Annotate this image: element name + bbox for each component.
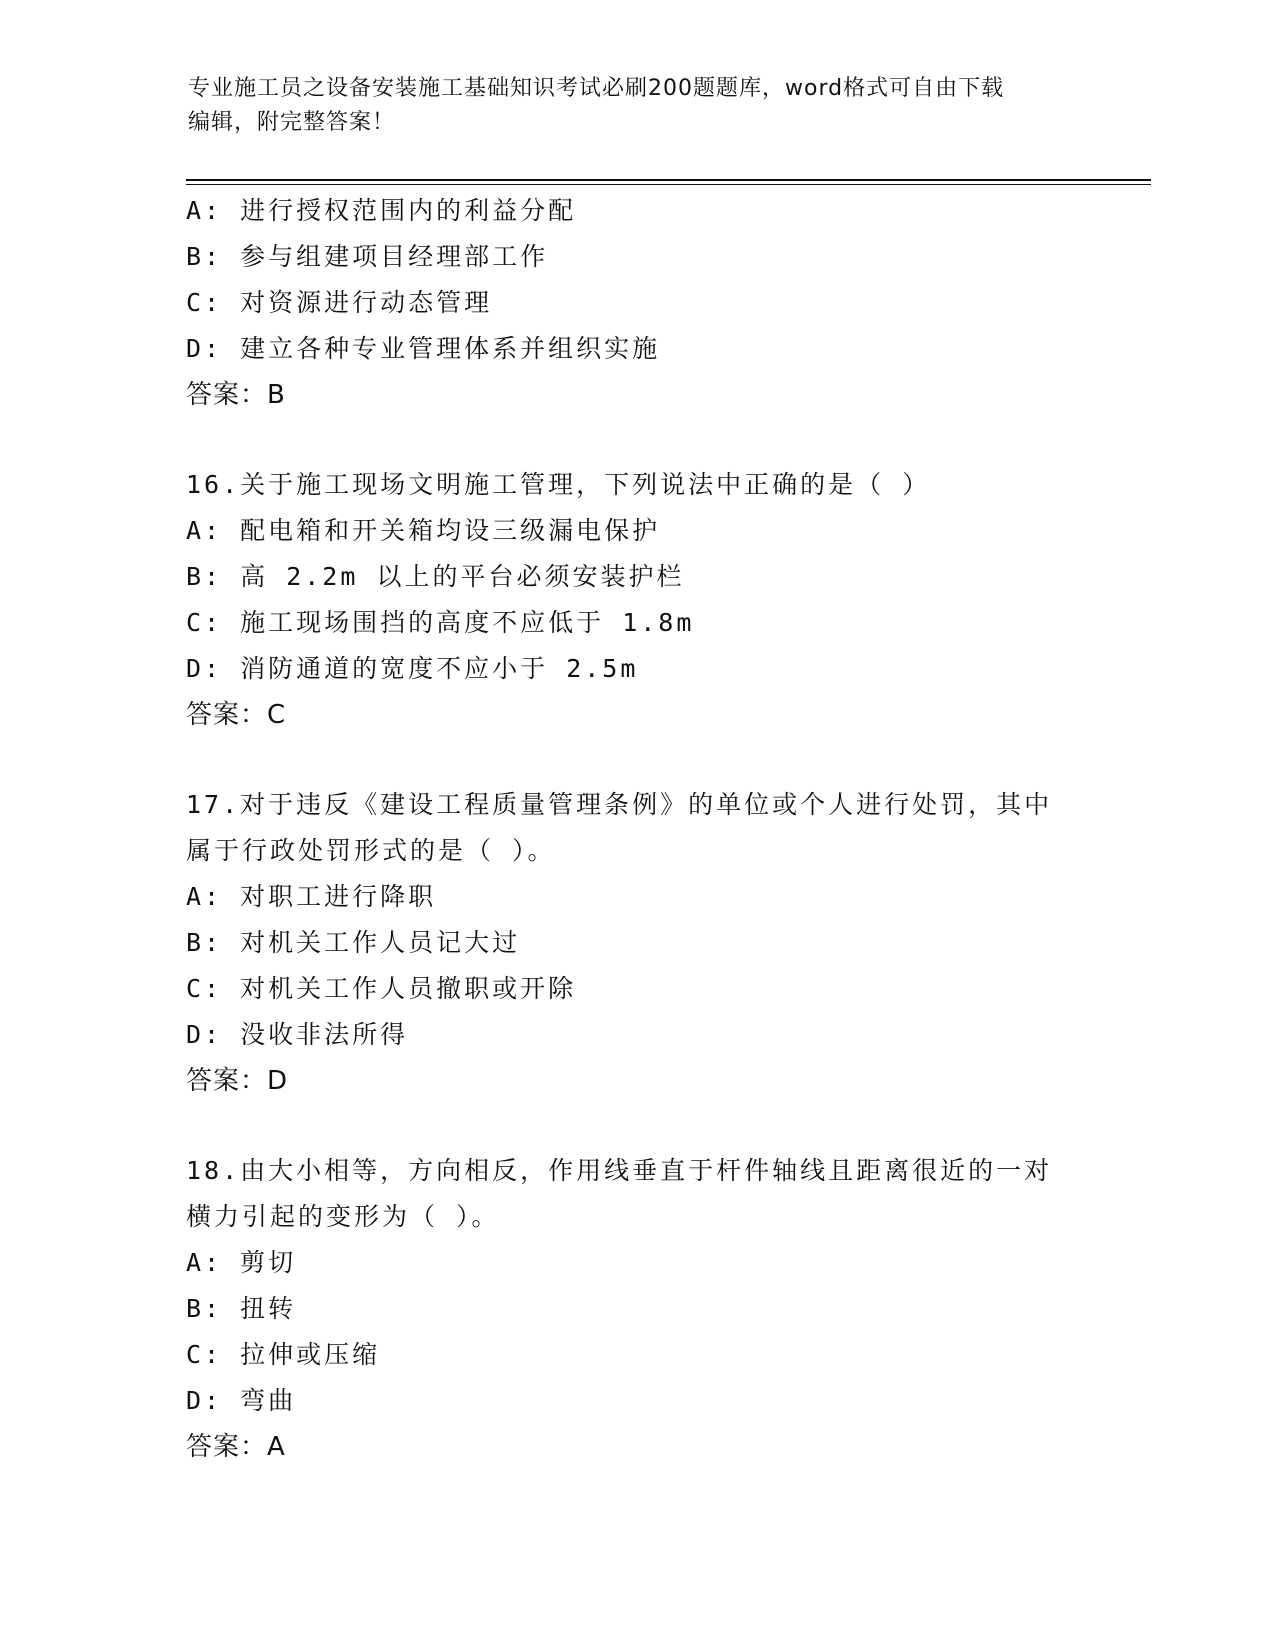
answer-label: 答案：B [186,380,286,410]
option-c: C: 拉伸或压缩 [186,1340,381,1369]
option-b: B: 对机关工作人员记大过 [186,928,521,957]
option-a: A: 进行授权范围内的利益分配 [186,196,577,225]
question-stem-line-2: 属于行政处罚形式的是（ ）。 [186,836,556,865]
header-divider-thick [186,179,1151,181]
option-c: C: 对机关工作人员撤职或开除 [186,974,577,1003]
option-b: B: 参与组建项目经理部工作 [186,242,549,271]
question-stem-line-2: 横力引起的变形为（ ）。 [186,1202,500,1231]
header-line-1: 专业施工员之设备安装施工基础知识考试必刷200题题库，word格式可自由下载 [188,76,1005,101]
spacer [186,1104,1106,1148]
spacer [186,738,1106,782]
option-b: B: 扭转 [186,1294,297,1323]
question-stem: 16.关于施工现场文明施工管理，下列说法中正确的是（ ） [186,470,931,499]
question-stem-line-1: 17.对于违反《建设工程质量管理条例》的单位或个人进行处罚，其中 [186,790,1053,819]
option-c: C: 对资源进行动态管理 [186,288,493,317]
answer-label: 答案：D [186,1066,289,1096]
answer-label: 答案：A [186,1432,286,1462]
option-a: A: 配电箱和开关箱均设三级漏电保护 [186,516,661,545]
option-b: B: 高 2.2m 以上的平台必须安装护栏 [186,562,685,591]
question-18-block [186,1148,1106,1470]
question-17-block [186,782,1106,1104]
question-16-block [186,462,1106,738]
option-a: A: 对职工进行降职 [186,882,437,911]
header-divider-thin [186,184,1151,185]
question-15-block [186,188,1106,418]
option-d: D: 没收非法所得 [186,1020,409,1049]
option-d: D: 消防通道的宽度不应小于 2.5m [186,654,639,683]
question-list [186,188,1106,1470]
document-header [188,72,1088,140]
option-c: C: 施工现场围挡的高度不应低于 1.8m [186,608,695,637]
option-d: D: 弯曲 [186,1386,297,1415]
header-line-2: 编辑，附完整答案！ [188,110,396,135]
option-a: A: 剪切 [186,1248,297,1277]
spacer [186,418,1106,462]
answer-label: 答案：C [186,700,287,730]
question-stem-line-1: 18.由大小相等，方向相反，作用线垂直于杆件轴线且距离很近的一对 [186,1156,1053,1185]
option-d: D: 建立各种专业管理体系并组织实施 [186,334,661,363]
